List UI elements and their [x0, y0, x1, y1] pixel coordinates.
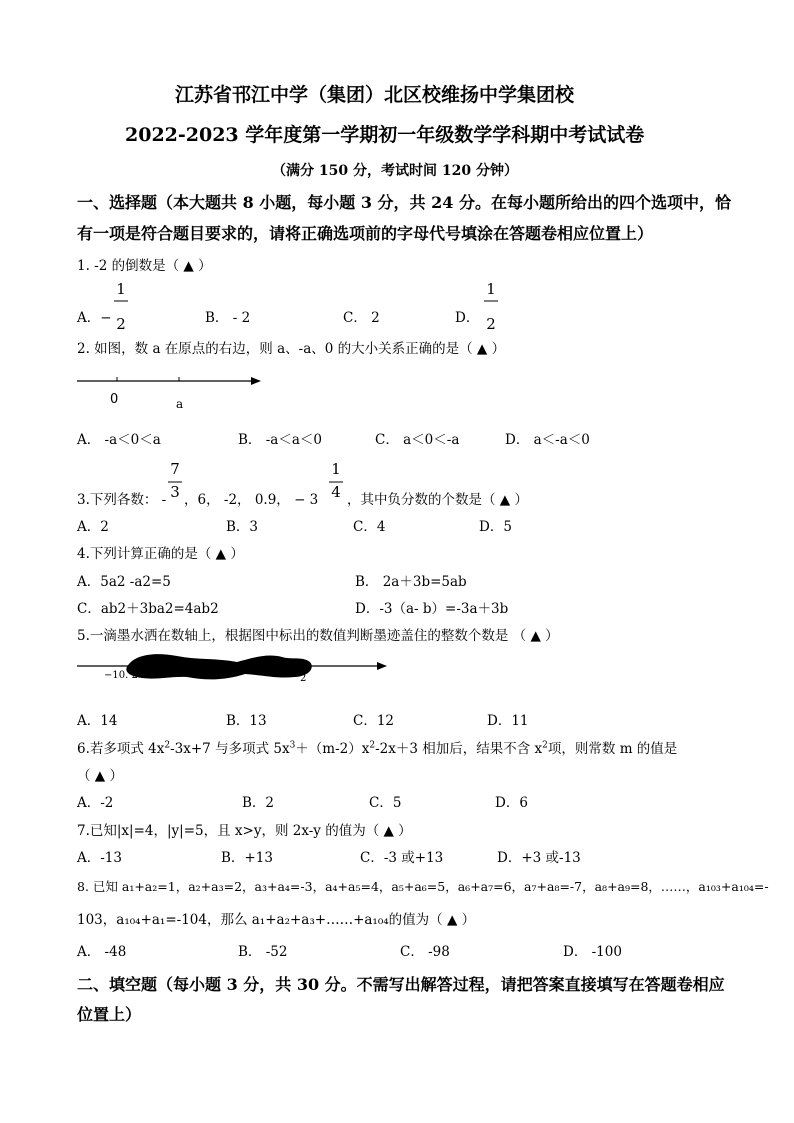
- q3-stem-pre: 3.下列各数： -: [77, 492, 167, 508]
- q6-sup-a: 2: [164, 740, 171, 751]
- q8-line1: 8. 已知 a₁+a₂=1，a₂+a₃=2，a₃+a₄=-3，a₄+a₅=4，a₅+a₆=5，a₆+a₇=6，a₇+a₈=-7，a₈+a₉=8，……，a₁₀₃+a₁₀₄=-: [77, 879, 769, 894]
- q2-option-d: D． a＜-a＜0: [505, 432, 590, 448]
- q6-option-d: D．6: [495, 795, 528, 811]
- q6-part-d: -2x＋3 相加后，结果不含 x: [375, 741, 543, 757]
- q1-d-denominator: 2: [486, 315, 496, 333]
- q8-option-c: C． -98: [400, 944, 450, 960]
- q3-option-c: C．4: [353, 519, 386, 535]
- subtitle: （满分 150 分，考试时间 120 分钟）: [272, 163, 518, 179]
- q8-option-b: B． -52: [238, 944, 288, 960]
- q5-option-b: B．13: [226, 713, 267, 729]
- q6-option-b: B．2: [242, 795, 275, 811]
- q5-label-right: 2: [300, 673, 307, 684]
- q7-stem: 7.已知|x|=4，|y|=5，且 x>y，则 2x-y 的值为（ ▲ ）: [77, 823, 412, 839]
- q3-f1-denominator: 3: [170, 483, 180, 501]
- q7-option-d: D．+3 或-13: [497, 850, 581, 866]
- q3-f2-denominator: 4: [331, 483, 341, 501]
- q3-option-d: D．5: [479, 519, 512, 535]
- q3-stem-mid: ，6， -2， 0.9， − 3: [184, 492, 319, 508]
- q6-line2: （ ▲ ）: [77, 768, 123, 784]
- title-line-2: 2022-2023 学年度第一学期初一年级数学学科期中考试试卷: [125, 124, 645, 146]
- q6-part-c: ＋（m-2）x: [295, 741, 370, 757]
- q7-option-a: A．-13: [77, 850, 122, 866]
- q4-option-d: D．-3（a- b）=-3a＋3b: [355, 601, 509, 617]
- title-line-1: 江苏省邗江中学（集团）北区校维扬中学集团校: [175, 84, 575, 106]
- q1-a-numerator: 1: [116, 280, 126, 298]
- q8-option-d: D． -100: [563, 944, 622, 960]
- q1-option-d: D．: [455, 310, 480, 326]
- q8-line2: 103，a₁₀₄+a₁=-104，那么 a₁+a₂+a₃+……+a₁₀₄的值为（ ▲ ）: [77, 912, 476, 928]
- q4-option-a: A．5a2 -a2=5: [77, 574, 171, 590]
- q1-stem: 1. -2 的倒数是（ ▲ ）: [77, 258, 212, 274]
- q2-label-a: a: [176, 397, 184, 411]
- q6-part-e: 项，则常数 m 的值是: [547, 741, 678, 757]
- q1-option-a: A．−: [77, 310, 112, 326]
- section1-heading-line2: 有一项是符合题目要求的，请将正确选项前的字母代号填涂在答题卷相应位置上）: [77, 224, 654, 243]
- q8-option-a: A． -48: [77, 944, 127, 960]
- q2-label-zero: 0: [110, 392, 119, 407]
- q5-label-left: −10. 2: [104, 670, 138, 681]
- q6-part-a: 6.若多项式 4x: [77, 741, 165, 757]
- q6-sup-c: 2: [369, 740, 376, 751]
- q2-option-c: C． a＜0＜-a: [375, 432, 460, 448]
- q4-stem: 4.下列计算正确的是（ ▲ ）: [77, 546, 244, 562]
- q1-option-b: B． - 2: [205, 310, 251, 326]
- q2-option-b: B． -a＜a＜0: [238, 432, 322, 448]
- q5-option-a: A．14: [77, 713, 118, 729]
- q6-part-b: -3x+7 与多项式 5x: [170, 741, 290, 757]
- q4-option-c: C．ab2＋3ba2=4ab2: [77, 601, 219, 617]
- q1-option-c: C． 2: [343, 310, 380, 326]
- q5-option-c: C．12: [353, 713, 395, 729]
- q6-sup-b: 3: [289, 740, 296, 751]
- section2-heading-line1: 二、填空题（每小题 3 分，共 30 分。不需写出解答过程，请把答案直接填写在答题卷相应: [77, 975, 725, 994]
- q3-stem-post: ，其中负分数的个数是（ ▲ ）: [347, 492, 528, 508]
- q1-d-numerator: 1: [486, 280, 496, 298]
- q7-option-c: C．-3 或+13: [360, 850, 444, 866]
- q6-sup-d: 2: [542, 740, 548, 751]
- section2-heading-line2: 位置上）: [77, 1005, 142, 1024]
- q3-f2-numerator: 1: [331, 460, 341, 478]
- q6-option-a: A．-2: [77, 795, 114, 811]
- q3-option-a: A．2: [77, 519, 109, 535]
- q4-option-b: B． 2a＋3b=5ab: [355, 574, 467, 590]
- q6-option-c: C．5: [369, 795, 402, 811]
- q3-option-b: B．3: [226, 519, 259, 535]
- q7-option-b: B．+13: [221, 850, 273, 866]
- section1-heading-line1: 一、选择题（本大题共 8 小题，每小题 3 分，共 24 分。在每小题所给出的四个选项中，恰: [77, 193, 731, 212]
- q2-option-a: A． -a＜0＜a: [77, 432, 161, 448]
- q2-stem: 2. 如图，数 a 在原点的右边，则 a、-a、0 的大小关系正确的是（ ▲ ）: [77, 341, 506, 357]
- q3-f1-numerator: 7: [170, 460, 180, 478]
- q1-a-denominator: 2: [116, 315, 126, 333]
- q5-option-d: D．11: [487, 713, 529, 729]
- q5-stem: 5.一滴墨水洒在数轴上，根据图中标出的数值判断墨迹盖住的整数个数是 （ ▲ ）: [77, 628, 559, 644]
